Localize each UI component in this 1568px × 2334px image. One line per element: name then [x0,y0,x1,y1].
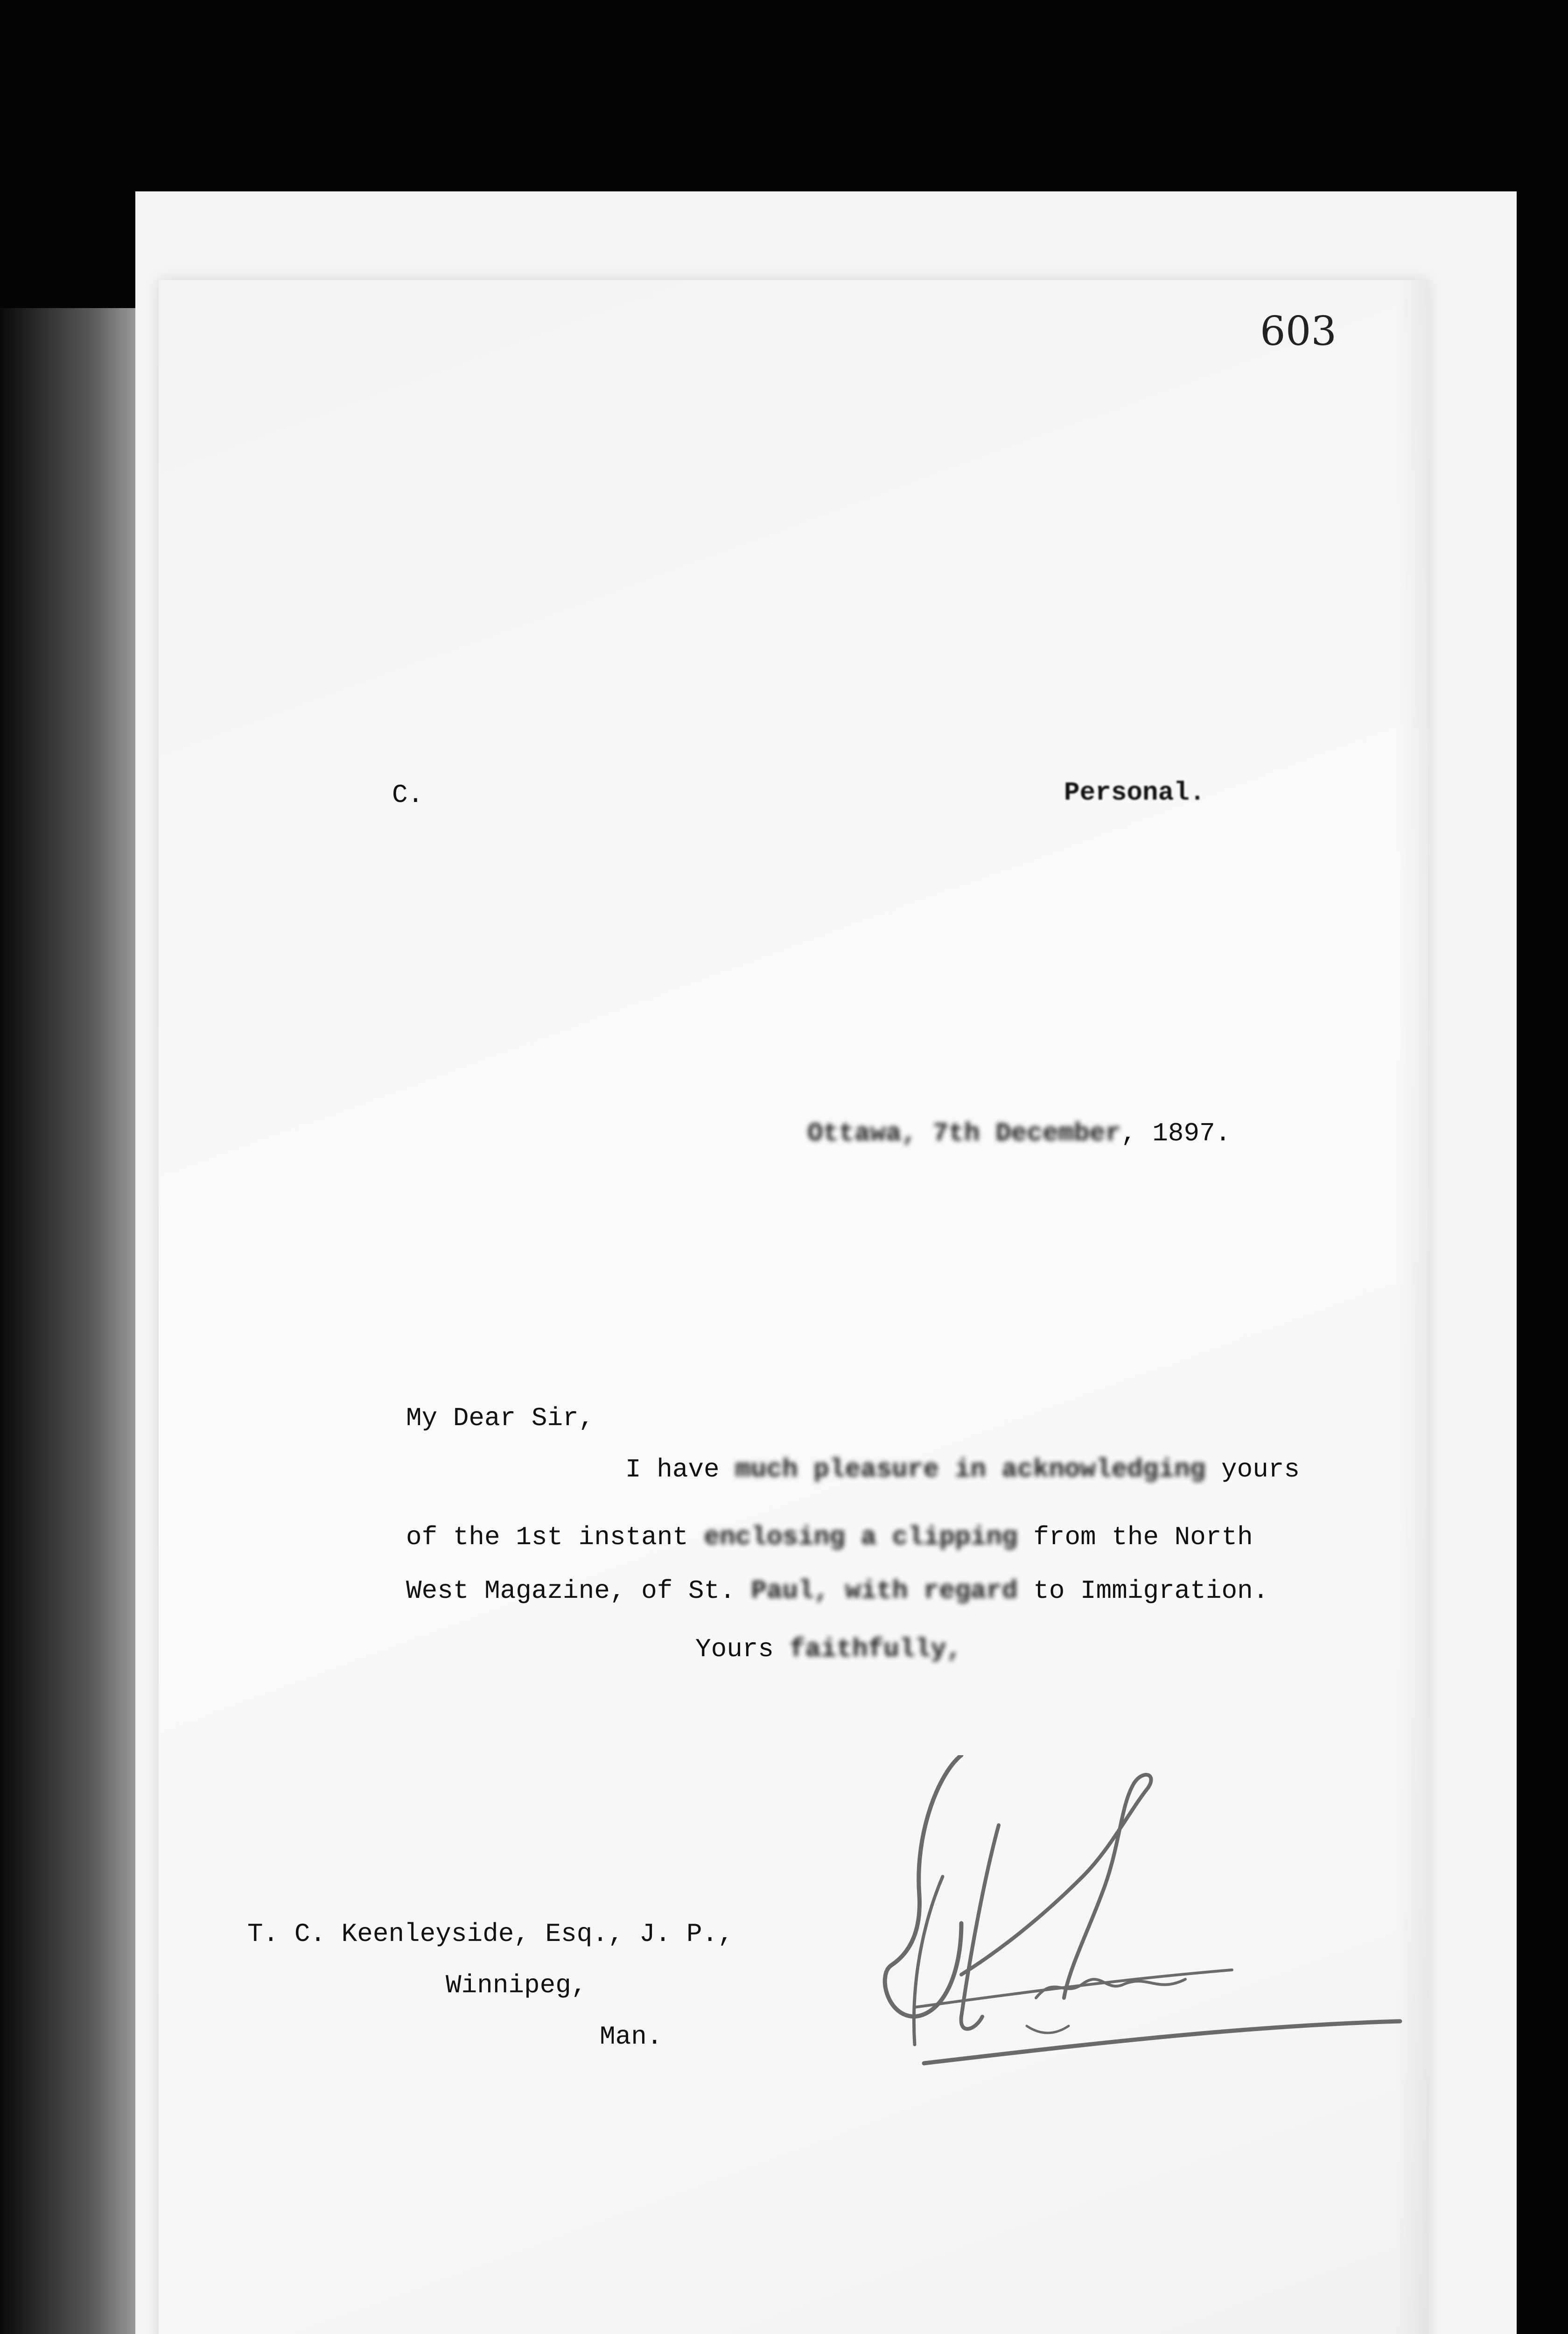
body-text: to Immigration. [1017,1576,1269,1606]
closing-text: Yours [695,1634,790,1664]
body-text: yours [1205,1455,1300,1484]
body-text: of the 1st instant [406,1522,704,1552]
body-text-smudged: Paul, with regard [751,1576,1018,1606]
addressee-name: T. C. Keenleyside, Esq., J. P., [247,1919,734,1949]
complimentary-close [695,1636,962,1662]
body-line [625,1456,1300,1483]
body-text-smudged: enclosing a clipping [704,1522,1018,1552]
page-number: 603 [1260,308,1337,355]
date-line [807,1120,1231,1146]
date-place-and-day: Ottawa, 7th December [807,1118,1121,1148]
handwritten-signature [821,1755,1428,2110]
closing-text-smudged: faithfully, [789,1634,962,1664]
date-year: , 1897. [1121,1118,1231,1148]
body-line [406,1578,1268,1604]
addressee-city: Winnipeg, [446,1970,587,2000]
body-text-smudged: much pleasure in acknowledging [735,1455,1206,1484]
body-line [406,1524,1253,1550]
body-text: from the North [1017,1522,1253,1552]
file-code: C. [392,780,424,810]
personal-marking: Personal. [1064,778,1205,808]
body-text: I have [625,1455,735,1484]
body-text: West Magazine, of St. [406,1576,751,1606]
addressee-province: Man. [600,2022,663,2052]
salutation: My Dear Sir, [406,1403,595,1433]
